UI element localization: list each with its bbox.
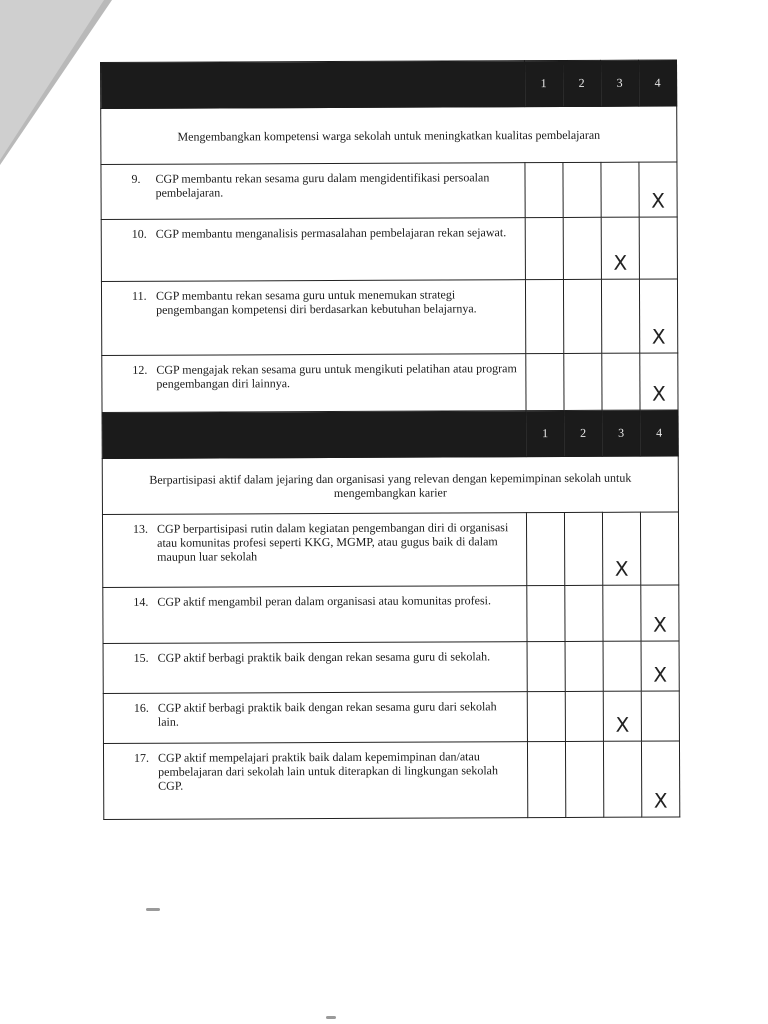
check-mark-x: X: [614, 556, 629, 581]
scanner-corner-shade: [0, 0, 104, 160]
item-text-cell: [103, 642, 527, 694]
item-number: 12.: [132, 362, 148, 377]
score-cell-3[interactable]: [601, 279, 639, 353]
item-text-cell: [101, 280, 525, 356]
score-cell-2[interactable]: [563, 162, 601, 217]
score-cell-4[interactable]: [639, 279, 677, 353]
item-text-cell: [103, 692, 527, 744]
item-text-cell: [103, 742, 527, 820]
score-cell-2[interactable]: [565, 641, 603, 691]
item-row: [101, 162, 677, 220]
score-cell-1[interactable]: [527, 741, 565, 817]
scale-header-row: [102, 410, 678, 459]
score-cell-4[interactable]: [641, 741, 679, 817]
item-statement: CGP mengajak rekan sesama guru untuk mengikuti pelatihan atau program pengembangan diri lainnya.: [156, 361, 517, 391]
score-cell-2[interactable]: [565, 691, 603, 741]
item-number: 14.: [133, 594, 149, 609]
item-statement: CGP aktif berbagi praktik baik dengan rekan sesama guru di sekolah.: [157, 649, 491, 665]
scale-label-1: 1: [526, 410, 564, 456]
score-cell-1[interactable]: [526, 353, 564, 410]
score-cell-3[interactable]: [601, 217, 639, 279]
score-cell-1[interactable]: [527, 691, 565, 741]
score-cell-3[interactable]: [603, 585, 641, 641]
score-cell-4[interactable]: [641, 585, 679, 641]
score-cell-2[interactable]: [564, 512, 602, 585]
score-cell-1[interactable]: [525, 279, 563, 353]
scale-label-3: 3: [602, 410, 640, 456]
item-statement: CGP aktif mengambil peran dalam organisasi atau komunitas profesi.: [157, 593, 491, 609]
item-number: 9.: [131, 171, 141, 186]
scale-label-1: 1: [524, 60, 562, 106]
check-mark-x: X: [653, 788, 668, 813]
item-number: 15.: [133, 650, 149, 665]
score-cell-4[interactable]: [640, 512, 678, 585]
item-statement: CGP aktif mempelajari praktik baik dalam kepemimpinan dan/atau pembelajaran dari sekolah lain untuk diterapkan di lingkungan sekolah CGP.: [158, 749, 499, 793]
score-cell-2[interactable]: [563, 279, 601, 353]
item-row: [103, 691, 679, 744]
score-cell-1[interactable]: [527, 585, 565, 641]
item-row: [102, 353, 678, 413]
scan-smudge: [146, 908, 160, 911]
score-cell-1[interactable]: [525, 162, 563, 217]
item-number: 17.: [134, 750, 150, 765]
scale-header-row: [101, 60, 677, 109]
score-cell-2[interactable]: [563, 217, 601, 279]
item-statement: CGP berpartisipasi rutin dalam kegiatan pengembangan diri di organisasi atau komunitas profesi seperti KKG, MGMP, atau gugus baik di dalam maupun luar sekolah: [157, 520, 509, 564]
score-cell-2[interactable]: [565, 741, 603, 817]
assessment-table: [100, 59, 680, 820]
score-cell-4[interactable]: [639, 162, 677, 217]
item-text-cell: [102, 354, 526, 413]
header-blank-cell: [101, 61, 525, 109]
score-cell-4[interactable]: [641, 641, 679, 691]
item-row: [103, 585, 679, 644]
score-cell-4[interactable]: [639, 217, 677, 279]
check-mark-x: X: [652, 381, 666, 406]
scale-label-2: 2: [564, 410, 602, 456]
score-cell-3[interactable]: [603, 641, 641, 691]
check-mark-x: X: [615, 712, 630, 737]
item-number: 11.: [131, 288, 147, 303]
scale-label-4: 4: [638, 60, 676, 106]
item-row: [103, 641, 679, 694]
item-number: 16.: [133, 700, 149, 715]
section-title: Berpartisipasi aktif dalam jejaring dan organisasi yang relevan dengan kepemimpinan sekolah untuk mengembangkan karier: [102, 456, 678, 515]
check-mark-x: X: [653, 662, 668, 687]
score-cell-3[interactable]: [603, 741, 641, 817]
score-cell-4[interactable]: [641, 691, 679, 741]
section-title: Mengembangkan kompetensi warga sekolah untuk meningkatkan kualitas pembelajaran: [101, 106, 677, 165]
check-mark-x: X: [651, 324, 666, 349]
score-cell-1[interactable]: [527, 641, 565, 691]
item-row: [101, 217, 677, 282]
section-title-row: [102, 456, 678, 515]
header-blank-cell: [102, 411, 526, 459]
item-number: 13.: [133, 521, 149, 536]
item-text-cell: [101, 163, 525, 220]
check-mark-x: X: [613, 250, 628, 275]
check-mark-x: X: [653, 612, 667, 637]
scale-label-2: 2: [562, 60, 600, 106]
score-cell-3[interactable]: [602, 512, 640, 585]
item-statement: CGP aktif berbagi praktik baik dengan rekan sesama guru dari sekolah lain.: [157, 699, 497, 729]
score-cell-1[interactable]: [526, 512, 564, 585]
item-statement: CGP membantu rekan sesama guru untuk menemukan strategi pengembangan kompetensi diri berdasarkan kebutuhan belajarnya.: [155, 287, 477, 317]
score-cell-3[interactable]: [601, 162, 639, 217]
score-cell-2[interactable]: [564, 353, 602, 410]
score-cell-3[interactable]: [603, 691, 641, 741]
score-cell-1[interactable]: [525, 217, 563, 279]
item-text-cell: [102, 513, 526, 588]
scale-label-4: 4: [640, 410, 678, 456]
check-mark-x: X: [651, 188, 666, 213]
score-cell-4[interactable]: [640, 353, 678, 410]
scale-label-3: 3: [600, 60, 638, 106]
item-text-cell: [103, 586, 527, 644]
item-row: [102, 512, 678, 588]
item-statement: CGP membantu rekan sesama guru dalam mengidentifikasi persoalan pembelajaran.: [155, 170, 490, 200]
score-cell-2[interactable]: [565, 585, 603, 641]
item-text-cell: [101, 218, 525, 282]
item-statement: CGP membantu menganalisis permasalahan pembelajaran rekan sejawat.: [155, 225, 507, 241]
item-number: 10.: [131, 226, 147, 241]
section-title-row: [101, 106, 677, 165]
scan-smudge: [326, 1016, 336, 1019]
item-row: [101, 279, 677, 356]
score-cell-3[interactable]: [602, 353, 640, 410]
item-row: [103, 741, 679, 820]
